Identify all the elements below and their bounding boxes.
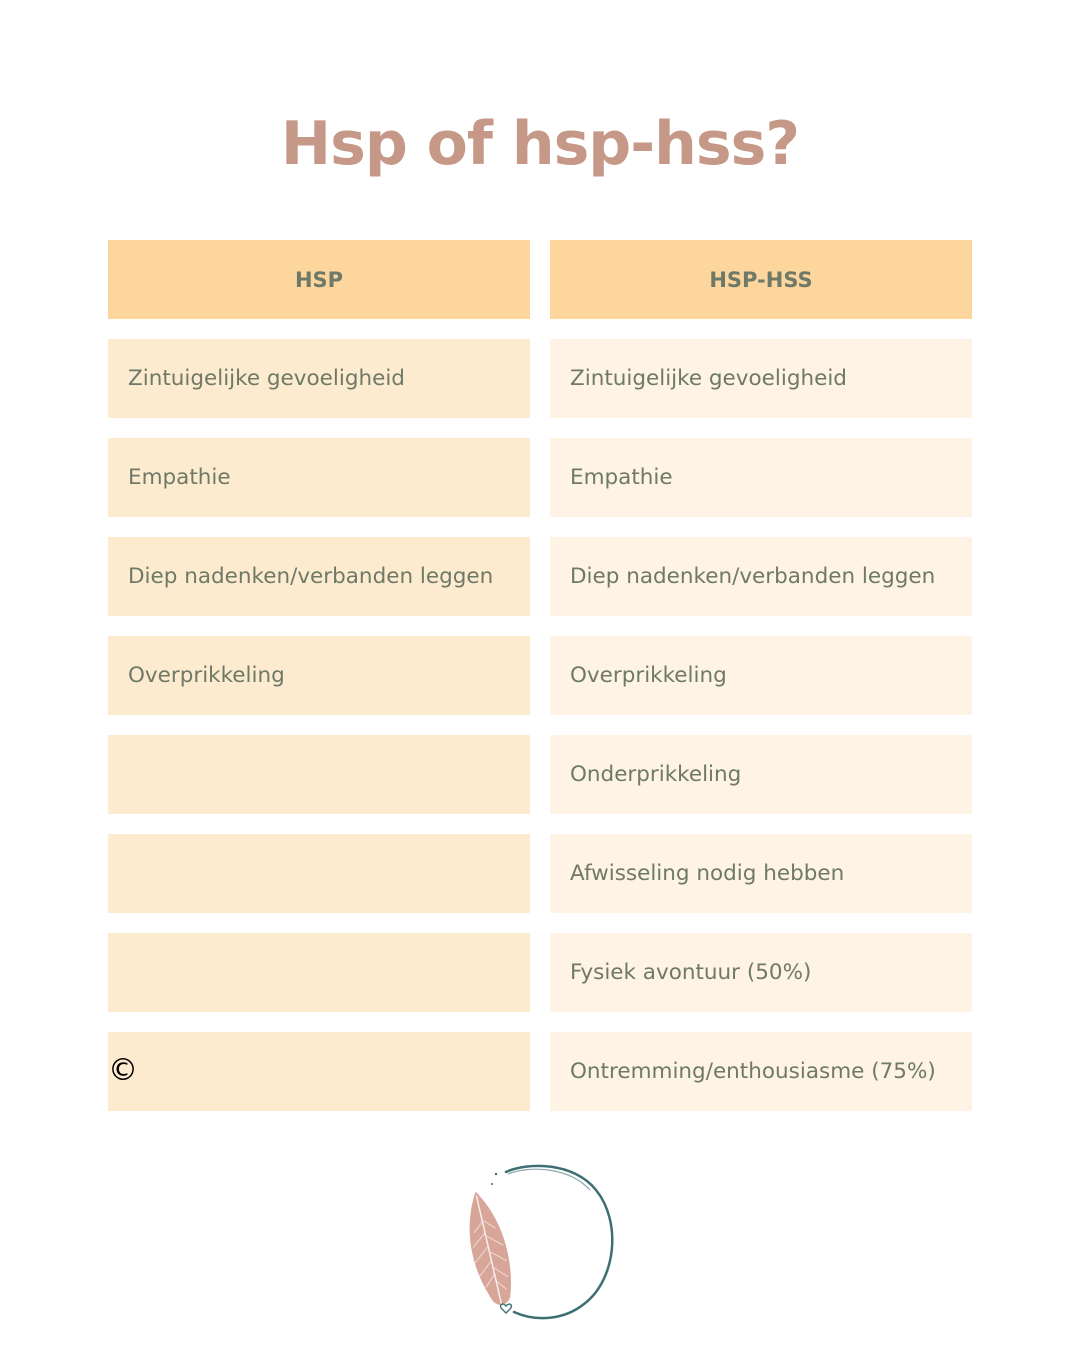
table-row	[108, 933, 972, 1012]
hsp-hss-cell: Fysiek avontuur (50%)	[550, 933, 972, 1012]
hsp-cell	[108, 735, 530, 814]
copyright-icon: ©	[108, 1053, 138, 1088]
table-row	[108, 735, 972, 814]
header-hsp-hss: HSP-HSS	[550, 240, 972, 319]
hsp-cell: Diep nadenken/verbanden leggen	[108, 537, 530, 616]
comparison-table	[108, 240, 972, 1131]
table-row	[108, 339, 972, 418]
hsp-hss-cell: Zintuigelijke gevoeligheid	[550, 339, 972, 418]
table-header-row	[108, 240, 972, 319]
page-title: Hsp of hsp-hss?	[280, 109, 800, 179]
table-row	[108, 834, 972, 913]
header-hsp: HSP	[108, 240, 530, 319]
table-row	[108, 636, 972, 715]
table-row	[108, 1032, 972, 1111]
hsp-hss-cell: Onderprikkeling	[550, 735, 972, 814]
hsp-hss-cell: Ontremming/enthousiasme (75%)	[550, 1032, 972, 1111]
hsp-cell: Overprikkeling	[108, 636, 530, 715]
hsp-cell: Empathie	[108, 438, 530, 517]
hsp-hss-cell: Empathie	[550, 438, 972, 517]
hsp-cell-last	[108, 1032, 530, 1111]
hsp-hss-cell: Overprikkeling	[550, 636, 972, 715]
feather-circle-logo-icon	[456, 1160, 624, 1324]
hsp-cell	[108, 933, 530, 1012]
table-row	[108, 537, 972, 616]
hsp-hss-cell: Afwisseling nodig hebben	[550, 834, 972, 913]
hsp-cell: Zintuigelijke gevoeligheid	[108, 339, 530, 418]
hsp-hss-cell: Diep nadenken/verbanden leggen	[550, 537, 972, 616]
hsp-cell	[108, 834, 530, 913]
table-row	[108, 438, 972, 517]
